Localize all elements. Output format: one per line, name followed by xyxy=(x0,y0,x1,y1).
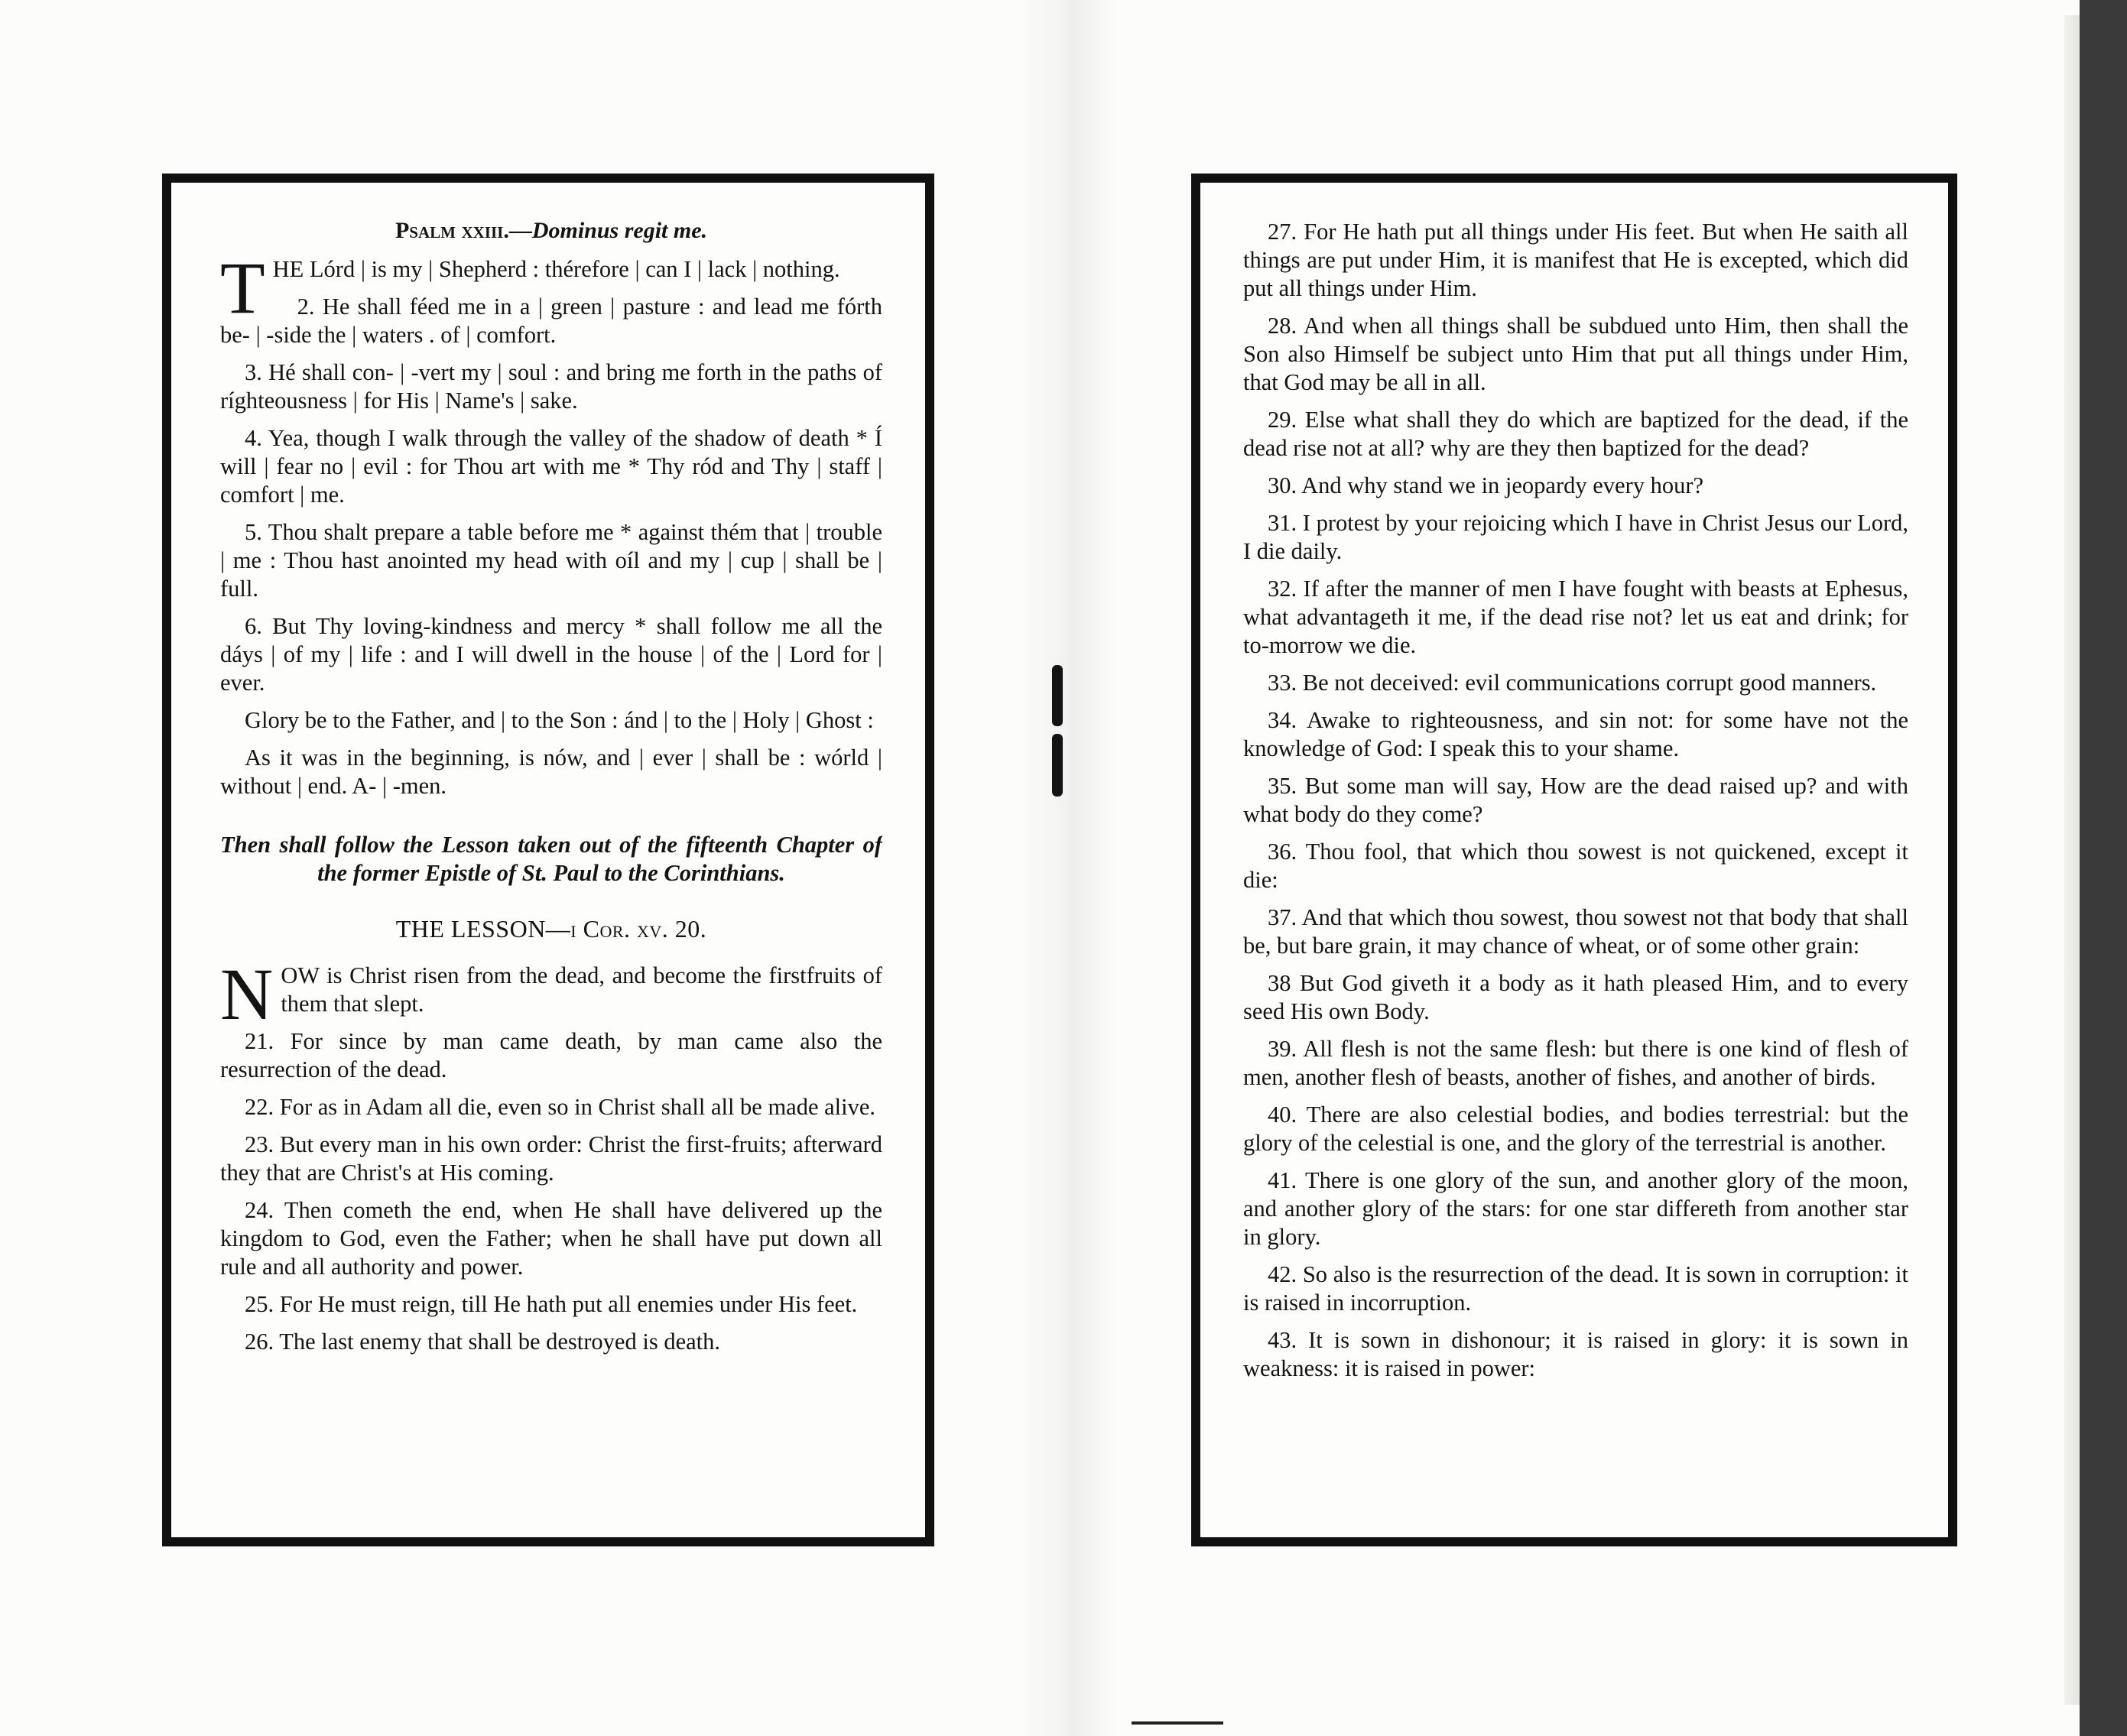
lesson-reference: i Cor. xv. 20. xyxy=(570,915,707,943)
lesson-verse: 29. Else what shall they do which are baptized for the dead, if the dead rise not at all? why are they then baptized for the dead? xyxy=(1243,407,1908,461)
lesson-verse: 30. And why stand we in jeopardy every hour? xyxy=(1268,472,1704,498)
lesson-verse: 24. Then cometh the end, when He shall have delivered up the kingdom to God, even the Father; when he shall have put down all rule and all authority and power. xyxy=(220,1197,882,1280)
lesson-verse-20 xyxy=(220,953,882,1035)
psalm-verse-1-text: HE Lórd | is my | Shepherd : thérefore | can I | lack | nothing. xyxy=(272,256,840,282)
lesson-verse: 25. For He must reign, till He hath put all enemies under His feet. xyxy=(245,1291,858,1317)
psalm-latin-title: Dominus regit me. xyxy=(531,218,708,243)
lesson-verse: 35. But some man will say, How are the dead raised up? and with what body do they come? xyxy=(1243,773,1908,827)
background-edge xyxy=(2080,0,2127,1736)
bottom-mark xyxy=(1132,1721,1223,1725)
lesson-verse: 28. And when all things shall be subdued unto Him, then shall the Son also Himself be subject unto Him that put all things under Him, that God may be all in all. xyxy=(1243,313,1908,395)
lesson-verse: 43. It is sown in dishonour; it is raised in glory: it is sown in weakness: it is raised in power: xyxy=(1243,1327,1908,1381)
gloria-verse: As it was in the beginning, is nów, and | ever | shall be : wórld | without | end. A- | -men. xyxy=(220,745,882,799)
lesson-verse: 42. So also is the resurrection of the dead. It is sown in corruption: it is raised in incorruption. xyxy=(1243,1261,1908,1316)
page-edge xyxy=(2064,15,2080,1705)
lesson-verse: 34. Awake to righteousness, and sin not: for some have not the knowledge of God: I speak this to your shame. xyxy=(1243,707,1908,761)
lesson-verse: 21. For since by man came death, by man came also the resurrection of the dead. xyxy=(220,1028,882,1082)
lesson-verse: 22. For as in Adam all die, even so in Christ shall all be made alive. xyxy=(245,1094,876,1120)
lesson-dropcap: N xyxy=(220,953,274,1035)
lesson-verse: 27. For He hath put all things under His feet. But when He saith all things are put under Him, it is manifest that He is excepted, which did put all things under Him. xyxy=(1243,219,1908,301)
lesson-verse: 37. And that which thou sowest, thou sowest not that body that shall be, but bare grain, it may chance of wheat, or of some other grain: xyxy=(1243,904,1908,959)
right-page-content xyxy=(1243,218,1908,1533)
psalm-name: Psalm xxiii. xyxy=(395,218,509,243)
psalm-verse: 3. Hé shall con- | -vert my | soul : and bring me forth in the paths of ríghteousness | for His | Name's | sake. xyxy=(220,359,882,414)
lesson-title xyxy=(220,915,882,943)
psalm-verse: 4. Yea, though I walk through the valley of the shadow of death * Í will | fear no | evil : for Thou art with me * Thy ród and Thy | staff | comfort | me. xyxy=(220,425,882,508)
lesson-title-main: THE LESSON— xyxy=(395,915,571,943)
lesson-verse: 31. I protest by your rejoicing which I have in Christ Jesus our Lord, I die daily. xyxy=(1243,510,1908,564)
rubric: Then shall follow the Lesson taken out of the fifteenth Chapter of the former Epistle of St. Paul to the Corinthians. xyxy=(220,832,882,886)
lesson-verse: 39. All flesh is not the same flesh: but there is one kind of flesh of men, another flesh of beasts, another of fishes, and another of birds. xyxy=(1243,1036,1908,1090)
psalm-dash: — xyxy=(508,218,532,243)
staple-top xyxy=(1052,665,1063,726)
lesson-verse: 36. Thou fool, that which thou sowest is not quickened, except it die: xyxy=(1243,839,1908,893)
lesson-verse-20-text: OW is Christ risen from the dead, and become the firstfruits of them that slept. xyxy=(281,962,882,1017)
left-page-frame xyxy=(162,174,934,1546)
psalm-verse: 2. He shall féed me in a | green | pasture : and lead me fórth be- | -side the | waters . of | comfort. xyxy=(220,294,882,348)
lesson-verse: 38 But God giveth it a body as it hath pleased Him, and to every seed His own Body. xyxy=(1243,970,1908,1024)
lesson-verse: 26. The last enemy that shall be destroyed is death. xyxy=(245,1329,720,1355)
lesson-verse: 40. There are also celestial bodies, and bodies terrestrial: but the glory of the celestial is one, and the glory of the terrestrial is another. xyxy=(1243,1102,1908,1156)
right-page-frame xyxy=(1191,174,1957,1546)
psalm-heading xyxy=(220,216,882,245)
psalm-dropcap: T xyxy=(220,247,265,329)
staple-bottom xyxy=(1052,734,1063,797)
lesson-verse: 32. If after the manner of men I have fought with beasts at Ephesus, what advantageth it me, if the dead rise not? let us eat and drink; for to-morrow we die. xyxy=(1243,576,1908,658)
lesson-verse: 41. There is one glory of the sun, and another glory of the moon, and another glory of the stars: for one star differeth from another star in glory. xyxy=(1243,1167,1908,1250)
psalm-verse: 6. But Thy loving-kindness and mercy * shall follow me all the dáys | of my | life : and I will dwell in the house | of the | Lord for | ever. xyxy=(220,613,882,696)
left-page-content xyxy=(220,216,882,1531)
gloria-verse: Glory be to the Father, and | to the Son : ánd | to the | Holy | Ghost : xyxy=(245,707,874,733)
spine-shadow xyxy=(1017,0,1116,1736)
lesson-verse: 33. Be not deceived: evil communications corrupt good manners. xyxy=(1268,670,1877,696)
psalm-verse: 5. Thou shalt prepare a table before me * against thém that | trouble | me : Thou hast anointed my head with oíl and my | cup | shall be | full. xyxy=(220,519,882,602)
lesson-verse: 23. But every man in his own order: Christ the first-fruits; afterward they that are Christ's at His coming. xyxy=(220,1131,882,1186)
